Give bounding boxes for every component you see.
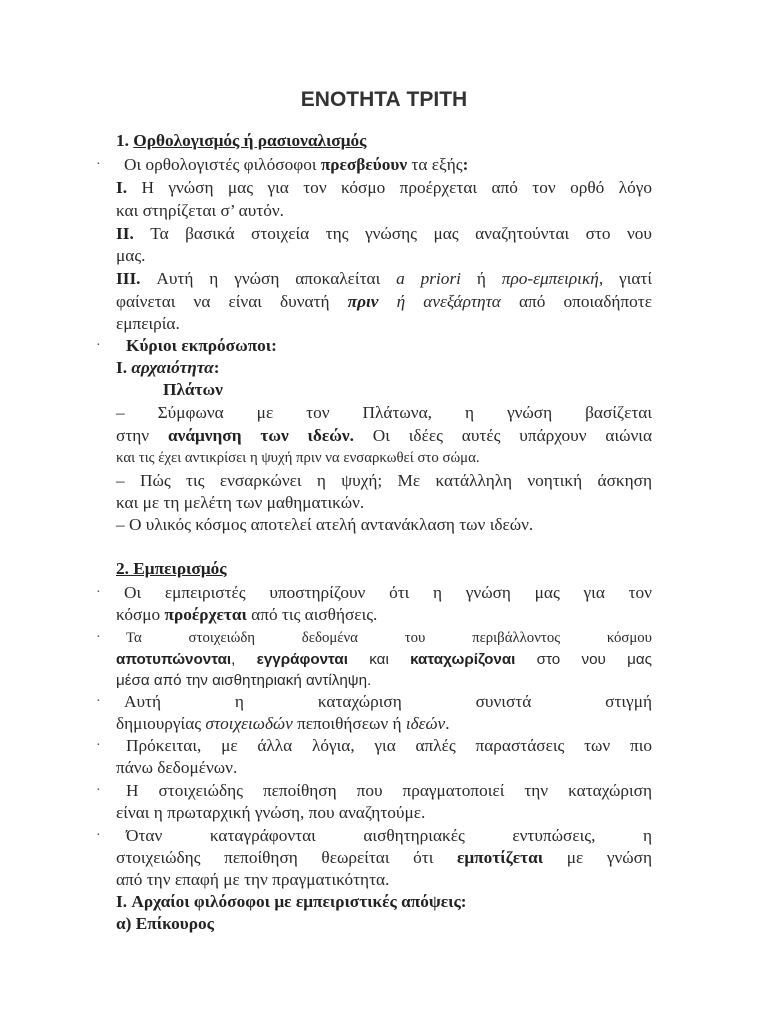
point-2-line-1: [116, 223, 652, 245]
empiricism-point-6-line-3: από την επαφή με την πραγματικότητα.: [116, 870, 390, 889]
point-1-line-1: [116, 177, 652, 199]
section-1-number: 1.: [116, 131, 129, 150]
space: [378, 292, 396, 311]
empiricism-point-1-line-2: [116, 604, 652, 626]
point-3-line-3: εμπειρία.: [116, 314, 180, 333]
b3-mid: πεποιθήσεων ή: [292, 714, 406, 733]
epicurus-heading: [116, 913, 652, 935]
intro-text-end: τα εξής: [407, 155, 463, 174]
section-2-title-text: 2. Εμπειρισμός: [116, 559, 227, 578]
plato-line-4: – Πώς τις ενσαρκώνει η ψυχή; Με κατάλληλη νοητική άσκηση: [116, 471, 652, 490]
intro-colon: :: [462, 155, 469, 174]
empiricism-point-1-line-1: Οι εμπειριστές υποστηρίζουν ότι η γνώση μας για τον: [124, 583, 652, 602]
b6-text: στοιχειώδης πεποίθηση θεωρείται ότι: [116, 848, 457, 867]
point-1-line-2: και στηρίζεται σ’ αυτόν.: [116, 201, 284, 220]
independent-term: ή ανεξάρτητα: [396, 292, 501, 311]
rationalists-intro: [124, 154, 652, 176]
point-3-line-1: [116, 268, 652, 290]
bullet-marker: ·: [96, 630, 101, 645]
section-2-title: [116, 558, 652, 580]
point-3-or: ή: [460, 269, 502, 288]
plato-name: Πλάτων: [163, 380, 223, 399]
plato-line-5: και με τη μελέτη των μαθηματικών.: [116, 493, 365, 512]
and-word: και: [347, 651, 411, 668]
main-representatives: [126, 335, 652, 357]
plato-l2-text: στην: [116, 426, 168, 445]
before-term: πριν: [347, 292, 379, 311]
point-1-text: Η γνώση μας για τον κόσμο προέρχεται από τον ορθό λόγο: [127, 178, 652, 197]
plato-l2-end: Οι ιδέες αυτές υπάρχουν αιώνια: [353, 426, 652, 445]
bullet-marker: ·: [96, 694, 101, 709]
intro-bold: πρεσβεύουν: [320, 155, 408, 174]
empiricism-point-4-line-1: Πρόκειται, με άλλα λόγια, για απλές παραστάσεις των πιο: [126, 736, 652, 755]
empiricism-point-5-line-2: είναι η πρωταρχική γνώση, που αναζητούμε.: [116, 803, 426, 822]
point-3-l2-text: φαίνεται να είναι δυνατή: [116, 292, 348, 311]
empiricism-point-6-line-2: [116, 847, 652, 869]
point-2-line-2: μας.: [116, 246, 146, 265]
plato-line-6: – Ο υλικός κόσμος αποτελεί ατελή αντανάκλαση των ιδεών.: [116, 515, 534, 534]
ancient-empiricists-heading: [116, 891, 652, 913]
plato-line-1: – Σύμφωνα με τον Πλάτωνα, η γνώση βασίζεται: [116, 403, 652, 422]
antiquity-line: [116, 357, 652, 379]
bullet-marker: ·: [96, 338, 101, 353]
epicurus-text: α) Επίκουρος: [116, 914, 214, 933]
originates-term: προέρχεται: [164, 605, 247, 624]
registered-term: καταχωρίζοναι: [410, 651, 516, 668]
b1-end: από τις αισθήσεις.: [246, 605, 378, 624]
imprinted-term: αποτυπώνονται: [116, 651, 232, 668]
point-3-l2-end: από οποιαδήποτε: [500, 292, 652, 311]
page-title: ΕΝΟΤΗΤΑ ΤΡΙΤΗ: [300, 88, 468, 111]
bullet-marker: ·: [96, 783, 101, 798]
section-1-title-text: Ορθολογισμός ή ρασιοναλισμός: [133, 131, 367, 150]
ancient-empiricists-text: I. Αρχαίοι φιλόσοφοι με εμπειριστικές απόψεις:: [116, 892, 467, 911]
b3-text: δημιουργίας: [116, 714, 206, 733]
intro-text: Οι ορθολογιστές φιλόσοφοι: [124, 155, 321, 174]
plato-heading: [163, 379, 643, 401]
empiricism-point-5-line-1: Η στοιχειώδης πεποίθηση που πραγματοποιεί την καταχώριση: [126, 781, 652, 800]
point-1-number: I.: [116, 178, 128, 197]
b3-period: .: [445, 714, 450, 733]
point-2-number: II.: [116, 224, 134, 243]
antiquity-label: αρχαιότητα: [131, 358, 214, 377]
empiricism-point-3-line-2: [116, 713, 652, 735]
antiquity-number: I.: [116, 358, 128, 377]
empiricism-point-2-line-1: Τα στοιχειώδη δεδομένα του περιβάλλοντος κόσμου: [126, 630, 652, 646]
point-3-because: , γιατί: [598, 269, 652, 288]
recollection-term: ανάμνηση των ιδεών.: [167, 426, 354, 445]
b6-end: με γνώση: [543, 848, 653, 867]
bullet-marker: ·: [96, 157, 101, 172]
plato-line-2: [116, 425, 652, 447]
antiquity-colon: :: [213, 358, 220, 377]
elementary-term: στοιχειωδών: [205, 714, 293, 733]
point-3-line-2: [116, 291, 652, 313]
bullet-marker: ·: [96, 828, 101, 843]
b1-text: κόσμο: [116, 605, 165, 624]
empiricism-point-2-line-3: μέσα από την αισθητηριακή αντίληψη.: [116, 672, 372, 689]
plato-line-3: και τις έχει αντικρίσει η ψυχή πριν να ενσαρκωθεί στο σώμα.: [116, 450, 480, 466]
point-3-number: III.: [116, 269, 141, 288]
pre-empirical-term: προ-εμπειρική: [501, 269, 599, 288]
empiricism-point-3-line-1: Αυτή η καταχώριση συνιστά στιγμή: [124, 692, 652, 711]
point-2-text: Τα βασικά στοιχεία της γνώσης μας αναζητούνται στο νου: [133, 224, 652, 243]
empiricism-point-2-line-2: [116, 649, 652, 671]
b2-end: στο νου μας: [515, 651, 652, 668]
ideas-term: ιδεών: [405, 714, 446, 733]
bullet-marker: ·: [96, 585, 101, 600]
imbued-term: εμποτίζεται: [456, 848, 544, 867]
bullet-marker: ·: [96, 738, 101, 753]
recorded-term: εγγράφονται: [256, 651, 348, 668]
a-priori-term: a priori: [396, 269, 461, 288]
section-1-title: [116, 130, 652, 152]
empiricism-point-6-line-1: Όταν καταγράφονται αισθητηριακές εντυπώσεις, η: [126, 826, 652, 845]
comma: ,: [231, 651, 257, 668]
empiricism-point-4-line-2: πάνω δεδομένων.: [116, 758, 238, 777]
point-3-text: Αυτή η γνώση αποκαλείται: [140, 269, 397, 288]
representatives-label: Κύριοι εκπρόσωποι:: [126, 336, 277, 355]
